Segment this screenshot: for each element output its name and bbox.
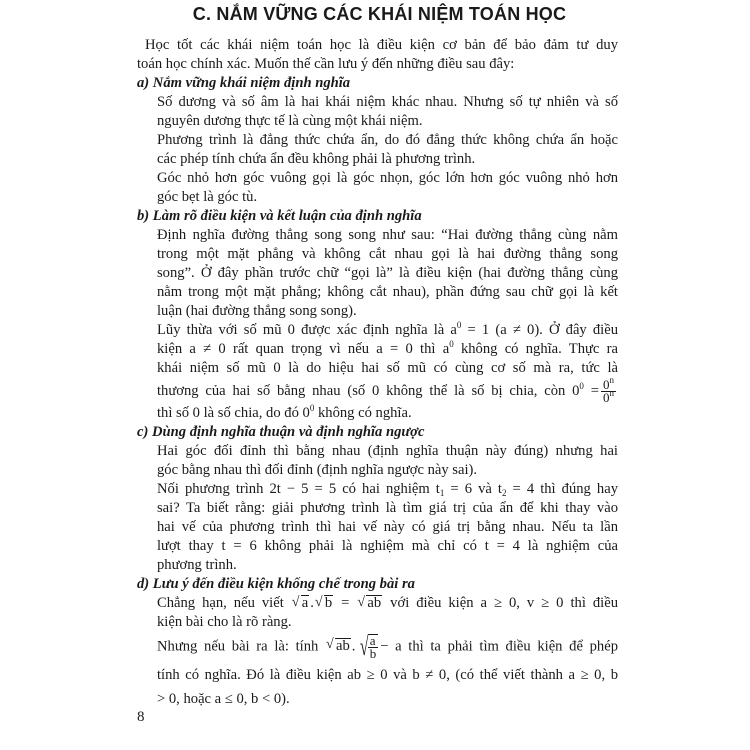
denominator-text: 0 (602, 390, 610, 404)
radicand: ab (335, 638, 350, 655)
superscript: n (609, 378, 614, 386)
text-line (157, 661, 618, 690)
text-segment: trong một mặt phẳng và không cắt nhau gọi là hai đường thẳng song (157, 246, 618, 262)
fraction-denominator (601, 388, 616, 404)
text-segment: = (334, 595, 357, 611)
paragraph (157, 480, 618, 575)
text-segment: phương trình. (157, 557, 237, 573)
text-segment: không có nghĩa. Thực ra (453, 341, 618, 357)
subsection-heading: b) Làm rõ điều kiện và kết luận của định nghĩa (137, 208, 422, 224)
text-segment: Hai góc đối đỉnh thì bằng nhau (định nghĩa thuận này đúng) nhưng hai (157, 443, 618, 459)
text-segment: Chẳng hạn, nếu viết (157, 595, 291, 611)
text-segment: = 1 (a ≠ 0). Ở đây điều (461, 322, 618, 338)
superscript: 0 (449, 340, 454, 349)
text-segment: . (310, 595, 314, 611)
text-segment: Định nghĩa đường thẳng song song như sau: “Hai đường thẳng cùng nằm (157, 227, 618, 243)
superscript: n (609, 388, 614, 399)
text-line (157, 594, 618, 613)
paragraph (157, 594, 618, 632)
text-line (157, 169, 618, 188)
text-segment: thương của hai số bằng nhau (số 0 không thể là số bị chia, còn 0 (157, 383, 580, 399)
text-segment: song”. Ở đây phần trước chữ “gọi là” là điều kiện (hai đường thẳng cùng (157, 265, 618, 281)
text-line (157, 499, 618, 518)
text-segment: Phương trình là đẳng thức chứa ẩn, do đó đẳng thức không chứa ẩn hoặc (157, 132, 618, 148)
text-segment: kiện a ≠ 0 rất quan trọng vì nếu a = 0 thì a (157, 341, 450, 357)
paragraph (157, 93, 618, 131)
text-line (157, 112, 618, 131)
subsection-heading: d) Lưu ý đến điều kiện khống chế trong bài ra (137, 576, 415, 592)
text-line (157, 359, 618, 378)
square-root (357, 594, 382, 613)
text-segment: luận (hai đường thẳng song song). (157, 303, 357, 319)
text-segment: khái niệm số mũ 0 là do hiệu hai số mũ có cùng cơ số mà ra, tức là (157, 360, 618, 376)
text-segment: kiện bài cho là rõ ràng. (157, 614, 292, 630)
fraction-denominator (368, 648, 379, 660)
text-line (157, 632, 618, 660)
superscript: 0 (456, 321, 462, 330)
text-segment: góc bẹt là góc tù. (157, 189, 258, 205)
text-line (157, 537, 618, 556)
subsection-heading: c) Dùng định nghĩa thuận và định nghĩa ngược (137, 424, 425, 440)
text-segment: hai vế của phương trình thì hai vế này có giá trị bằng nhau. Nếu ta lần (157, 519, 618, 535)
text-line (157, 518, 618, 537)
paragraph (157, 131, 618, 169)
text-line (157, 188, 618, 207)
text-segment: tính có nghĩa. Đó là điều kiện ab ≥ 0 và b ≠ 0, (có thể viết thành a ≥ 0, b (157, 667, 618, 683)
paragraph (157, 169, 618, 207)
document-page (137, 0, 618, 709)
subsection-heading: a) Nắm vững khái niệm định nghĩa (137, 75, 351, 91)
fraction (368, 634, 379, 660)
radicand: a (301, 595, 309, 611)
paragraph (157, 632, 618, 709)
subscript: 1 (439, 488, 445, 498)
superscript: 0 (309, 403, 315, 413)
text-line (157, 461, 618, 480)
text-line (157, 613, 618, 632)
text-line (157, 321, 618, 340)
text-segment: Nhưng nếu bài ra là: tính (157, 638, 325, 655)
text-segment: sai? Ta biết rằng: giải phương trình là tìm giá trị của ẩn để khi thay vào (157, 500, 618, 516)
paragraph (157, 321, 618, 423)
text-line (157, 404, 618, 423)
radicand: b (324, 595, 333, 611)
numerator-text: a (369, 633, 376, 648)
paragraph (157, 442, 618, 480)
text-line (157, 340, 618, 359)
sections (137, 74, 618, 709)
text-line (157, 245, 618, 264)
text-segment: lượt thay t = 6 không phải là nghiệm mà chỉ có t = 4 là nghiệm của (157, 538, 618, 554)
square-root (292, 594, 309, 613)
text-line (157, 480, 618, 499)
text-segment: = 4 thì đúng hay (506, 481, 618, 497)
text-segment: Lũy thừa với số mũ 0 được xác định nghĩa là a (157, 322, 457, 338)
square-root-fraction (357, 632, 378, 660)
text-line: toán học chính xác. Muốn thế cần lưu ý đến những điều sau đây: (137, 56, 515, 72)
text-line (157, 442, 618, 461)
numerator-text: 0 (602, 378, 610, 393)
paragraph (157, 226, 618, 321)
text-line (157, 150, 618, 169)
page-number: 8 (137, 709, 145, 725)
text-segment: thì số 0 là số chia, do đó 0 (157, 405, 310, 421)
text-line (157, 283, 618, 302)
text-line (157, 226, 618, 245)
square-root (326, 632, 351, 660)
text-segment: nguyên dương thực tế là cùng một khái niệm. (157, 113, 423, 129)
text-segment: = 6 và t (444, 481, 502, 497)
text-line (157, 378, 618, 404)
text-segment: với điều kiện a ≥ 0, v ≥ 0 thì điều (383, 595, 618, 611)
text-line (157, 131, 618, 150)
denominator-text: b (369, 646, 377, 660)
text-line (157, 690, 618, 709)
text-segment: = (583, 383, 599, 399)
section-title: C. NẮM VỮNG CÁC KHÁI NIỆM TOÁN HỌC (192, 4, 567, 24)
fraction (601, 379, 616, 404)
text-segment: không có nghĩa. (314, 405, 412, 421)
square-root (315, 594, 333, 613)
superscript: 0 (579, 381, 584, 391)
text-segment: nằm trong một mặt phẳng; không cắt nhau), phần đứng sau chữ gọi là kết (157, 284, 618, 300)
subscript: 2 (501, 488, 507, 498)
text-segment: Góc nhỏ hơn góc vuông gọi là góc nhọn, góc lớn hơn góc vuông nhỏ hơn (157, 170, 618, 186)
text-segment: . (351, 638, 356, 655)
intro-paragraph (137, 36, 618, 74)
text-segment: góc bằng nhau thì đối đỉnh (định nghĩa ngược này sai). (157, 462, 478, 478)
text-line (157, 93, 618, 112)
radicand: ab (367, 595, 382, 611)
text-segment: − a thì ta phải tìm điều kiện để phép (380, 638, 618, 655)
text-segment: Nối phương trình 2t − 5 = 5 có hai nghiệm t (157, 481, 440, 497)
text-segment: Số dương và số âm là hai khái niệm khác nhau. Nhưng số tự nhiên và số (157, 94, 618, 110)
text-line: Học tốt các khái niệm toán học là điều kiện cơ bản để bảo đảm tư duy (145, 37, 618, 53)
radical-sign-icon: √ (360, 632, 369, 660)
text-line (157, 302, 618, 321)
text-line (157, 264, 618, 283)
text-line (157, 556, 618, 575)
text-segment: > 0, hoặc a ≤ 0, b < 0). (157, 691, 290, 707)
text-segment: các phép tính chứa ẩn đều không phải là phương trình. (157, 151, 476, 167)
